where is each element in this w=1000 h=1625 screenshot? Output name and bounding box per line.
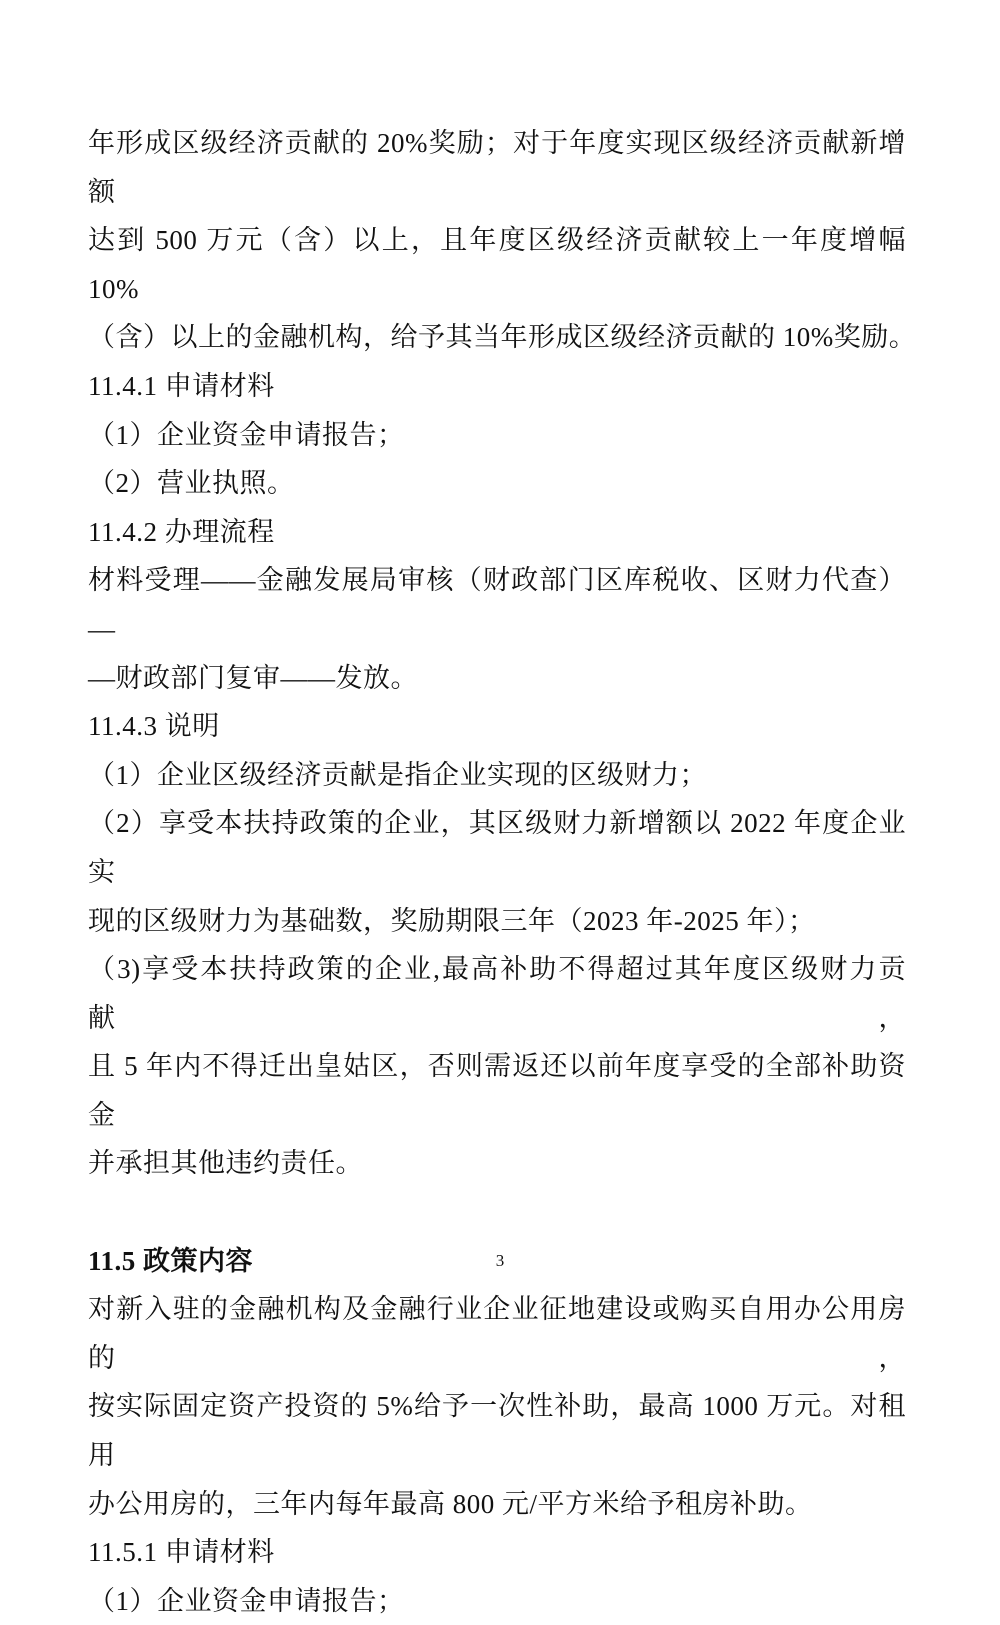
- text-line: 对新入驻的金融机构及金融行业企业征地建设或购买自用办公用房的，: [88, 1294, 906, 1373]
- section-heading-11-5-1: 11.5.1 申请材料: [88, 1537, 275, 1568]
- list-item: （2）营业执照。: [88, 468, 295, 499]
- text-line: —财政部门复审——发放。: [88, 662, 418, 693]
- section-heading-11-4-1: 11.4.1 申请材料: [88, 370, 275, 401]
- text-line: （含）以上的金融机构，给予其当年形成区级经济贡献的 10%奖励。: [88, 322, 917, 353]
- list-item: （3)享受本扶持政策的企业,最高补助不得超过其年度区级财力贡献，: [88, 954, 906, 1033]
- text-line: 按实际固定资产投资的 5%给予一次性补助，最高 1000 万元。对租用: [88, 1391, 906, 1471]
- text-line: 材料受理——金融发展局审核（财政部门区库税收、区财力代查）—: [88, 565, 906, 644]
- text-line: 现的区级财力为基础数，奖励期限三年（2023 年-2025 年）；: [88, 905, 816, 936]
- list-item: （1）企业区级经济贡献是指企业实现的区级财力；: [88, 759, 707, 790]
- text-line: 达到 500 万元（含）以上，且年度区级经济贡献较上一年度增幅 10%: [88, 225, 906, 304]
- list-item: （2）享受本扶持政策的企业，其区级财力新增额以 2022 年度企业实: [88, 808, 906, 887]
- section-heading-11-4-2: 11.4.2 办理流程: [88, 516, 275, 547]
- text-line: 年形成区级经济贡献的 20%奖励；对于年度实现区级经济贡献新增额: [88, 128, 906, 207]
- section-heading-11-5: 11.5 政策内容: [88, 1245, 254, 1276]
- text-line: 并承担其他违约责任。: [88, 1148, 363, 1179]
- document-body: [88, 119, 917, 1625]
- list-item: （1）企业资金申请报告；: [88, 419, 405, 450]
- page-number: 3: [495, 1251, 505, 1270]
- section-heading-11-4-3: 11.4.3 说明: [88, 711, 220, 742]
- list-item: （1）企业资金申请报告；: [88, 1585, 405, 1616]
- text-line: 且 5 年内不得迁出皇姑区，否则需返还以前年度享受的全部补助资金: [88, 1051, 906, 1130]
- text-line: 办公用房的，三年内每年最高 800 元/平方米给予租房补助。: [88, 1488, 813, 1519]
